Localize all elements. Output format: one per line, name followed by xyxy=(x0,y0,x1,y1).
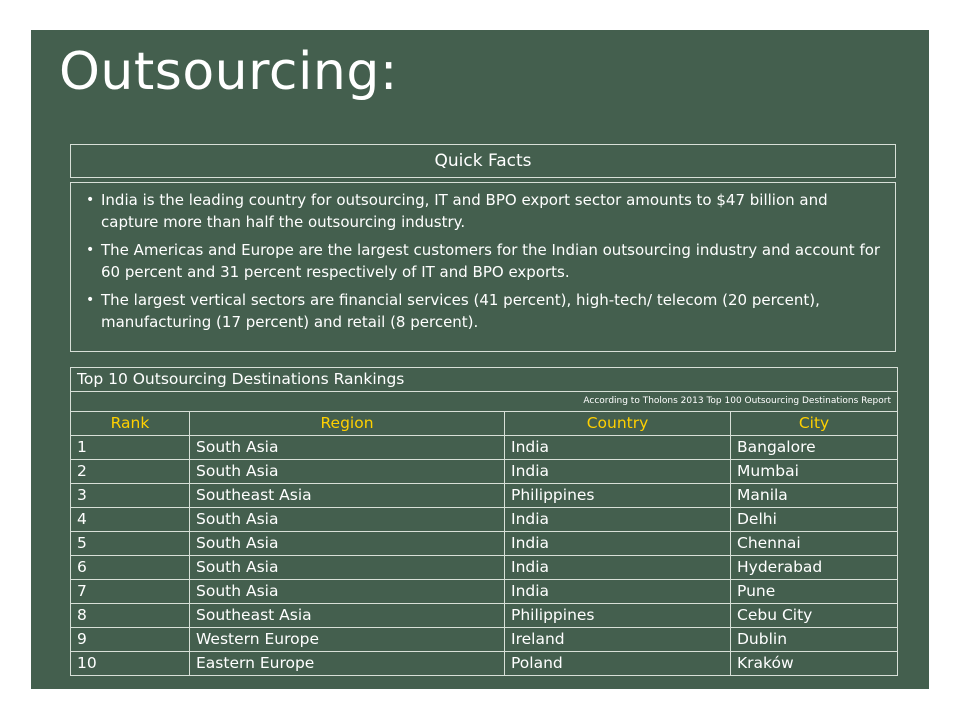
cell-city: Pune xyxy=(731,580,898,604)
table-source-note: According to Tholons 2013 Top 100 Outsourcing Destinations Report xyxy=(71,392,898,412)
cell-country: Philippines xyxy=(505,604,731,628)
cell-region: South Asia xyxy=(190,436,505,460)
cell-country: Poland xyxy=(505,652,731,676)
cell-city: Mumbai xyxy=(731,460,898,484)
cell-region: South Asia xyxy=(190,580,505,604)
column-header-city: City xyxy=(731,412,898,436)
cell-city: Dublin xyxy=(731,628,898,652)
cell-country: India xyxy=(505,532,731,556)
cell-rank: 7 xyxy=(71,580,190,604)
table-row xyxy=(71,556,898,580)
table-row xyxy=(71,460,898,484)
cell-rank: 8 xyxy=(71,604,190,628)
table-row xyxy=(71,532,898,556)
bullet-icon: • xyxy=(86,192,95,208)
cell-rank: 5 xyxy=(71,532,190,556)
rankings-table xyxy=(70,367,898,676)
quick-facts-box xyxy=(70,182,896,352)
bullet-icon: • xyxy=(86,292,95,308)
fact-item xyxy=(86,289,881,333)
cell-city: Manila xyxy=(731,484,898,508)
column-header-rank: Rank xyxy=(71,412,190,436)
cell-city: Delhi xyxy=(731,508,898,532)
column-header-region: Region xyxy=(190,412,505,436)
cell-country: India xyxy=(505,460,731,484)
table-row xyxy=(71,580,898,604)
cell-region: South Asia xyxy=(190,460,505,484)
cell-rank: 3 xyxy=(71,484,190,508)
cell-rank: 4 xyxy=(71,508,190,532)
cell-city: Hyderabad xyxy=(731,556,898,580)
fact-text: India is the leading country for outsourcing, IT and BPO export sector amounts to $47 billion and capture more than half the outsourcing industry. xyxy=(101,191,828,231)
cell-rank: 9 xyxy=(71,628,190,652)
cell-rank: 6 xyxy=(71,556,190,580)
table-source-row xyxy=(71,392,898,412)
cell-region: South Asia xyxy=(190,508,505,532)
cell-region: Eastern Europe xyxy=(190,652,505,676)
table-caption-row xyxy=(71,368,898,392)
cell-rank: 1 xyxy=(71,436,190,460)
fact-item xyxy=(86,239,881,283)
cell-region: Western Europe xyxy=(190,628,505,652)
table-caption: Top 10 Outsourcing Destinations Rankings xyxy=(71,368,898,392)
cell-region: Southeast Asia xyxy=(190,484,505,508)
cell-city: Kraków xyxy=(731,652,898,676)
table-header-row xyxy=(71,412,898,436)
cell-region: South Asia xyxy=(190,556,505,580)
table-row xyxy=(71,436,898,460)
slide-title: Outsourcing: xyxy=(59,42,398,102)
table-row xyxy=(71,484,898,508)
cell-country: India xyxy=(505,436,731,460)
fact-item xyxy=(86,189,881,233)
table-row xyxy=(71,604,898,628)
cell-rank: 2 xyxy=(71,460,190,484)
cell-country: India xyxy=(505,508,731,532)
table-row xyxy=(71,628,898,652)
cell-city: Cebu City xyxy=(731,604,898,628)
cell-country: India xyxy=(505,556,731,580)
column-header-country: Country xyxy=(505,412,731,436)
fact-text: The Americas and Europe are the largest customers for the Indian outsourcing industry and account for 60 percent and 31 percent respectively of IT and BPO exports. xyxy=(101,241,881,281)
cell-country: India xyxy=(505,580,731,604)
cell-region: South Asia xyxy=(190,532,505,556)
fact-text: The largest vertical sectors are financial services (41 percent), high-tech/ telecom (20 percent), manufacturing (17 percent) and retail (8 percent). xyxy=(101,291,820,331)
cell-rank: 10 xyxy=(71,652,190,676)
table-row xyxy=(71,652,898,676)
table-row xyxy=(71,508,898,532)
cell-city: Chennai xyxy=(731,532,898,556)
bullet-icon: • xyxy=(86,242,95,258)
cell-country: Ireland xyxy=(505,628,731,652)
cell-country: Philippines xyxy=(505,484,731,508)
quick-facts-list xyxy=(86,189,881,333)
cell-region: Southeast Asia xyxy=(190,604,505,628)
quick-facts-header: Quick Facts xyxy=(70,144,896,178)
cell-city: Bangalore xyxy=(731,436,898,460)
